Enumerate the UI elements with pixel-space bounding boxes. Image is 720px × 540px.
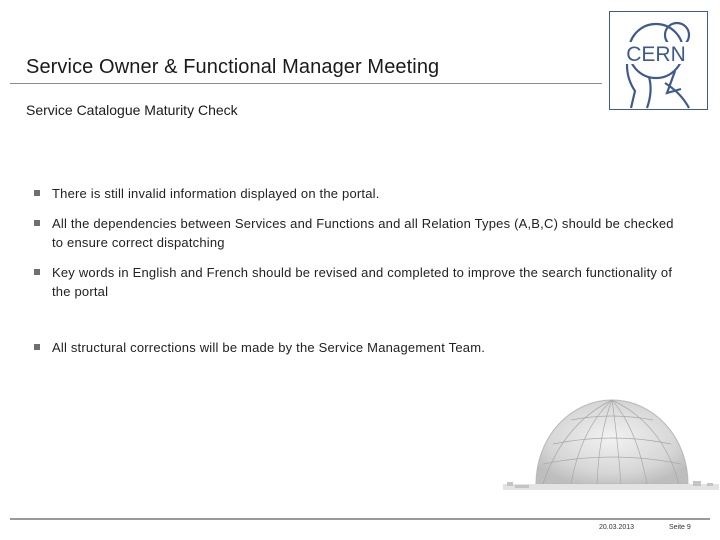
slide-subtitle: Service Catalogue Maturity Check <box>26 102 238 118</box>
page-number: Seite 9 <box>669 524 691 531</box>
square-bullet-icon <box>34 220 40 226</box>
bullet-item <box>34 214 674 252</box>
square-bullet-icon <box>34 190 40 196</box>
footer-divider <box>10 518 710 520</box>
bullet-item <box>34 338 674 357</box>
bullet-text: All structural corrections will be made by the Service Management Team. <box>52 340 486 355</box>
slide-title: Service Owner & Functional Manager Meeting <box>26 56 440 78</box>
footer-date: 20.03.2013 <box>599 524 635 531</box>
bullet-text: All the dependencies between Services and Functions and all Relation Types (A,B,C) should be checked to ensure correct dispatching <box>52 216 674 250</box>
bullet-list <box>34 184 674 357</box>
bullet-text: There is still invalid information displayed on the portal. <box>52 186 380 201</box>
square-bullet-icon <box>34 269 40 275</box>
logo-text: CERN <box>626 43 686 66</box>
bullet-item <box>34 184 674 203</box>
square-bullet-icon <box>34 344 40 350</box>
bullet-text: Key words in English and French should be revised and completed to improve the search functionality of the portal <box>52 265 673 299</box>
globe-building-image <box>503 384 719 496</box>
title-divider <box>10 83 602 84</box>
cern-logo <box>609 11 708 110</box>
bullet-item <box>34 263 674 301</box>
